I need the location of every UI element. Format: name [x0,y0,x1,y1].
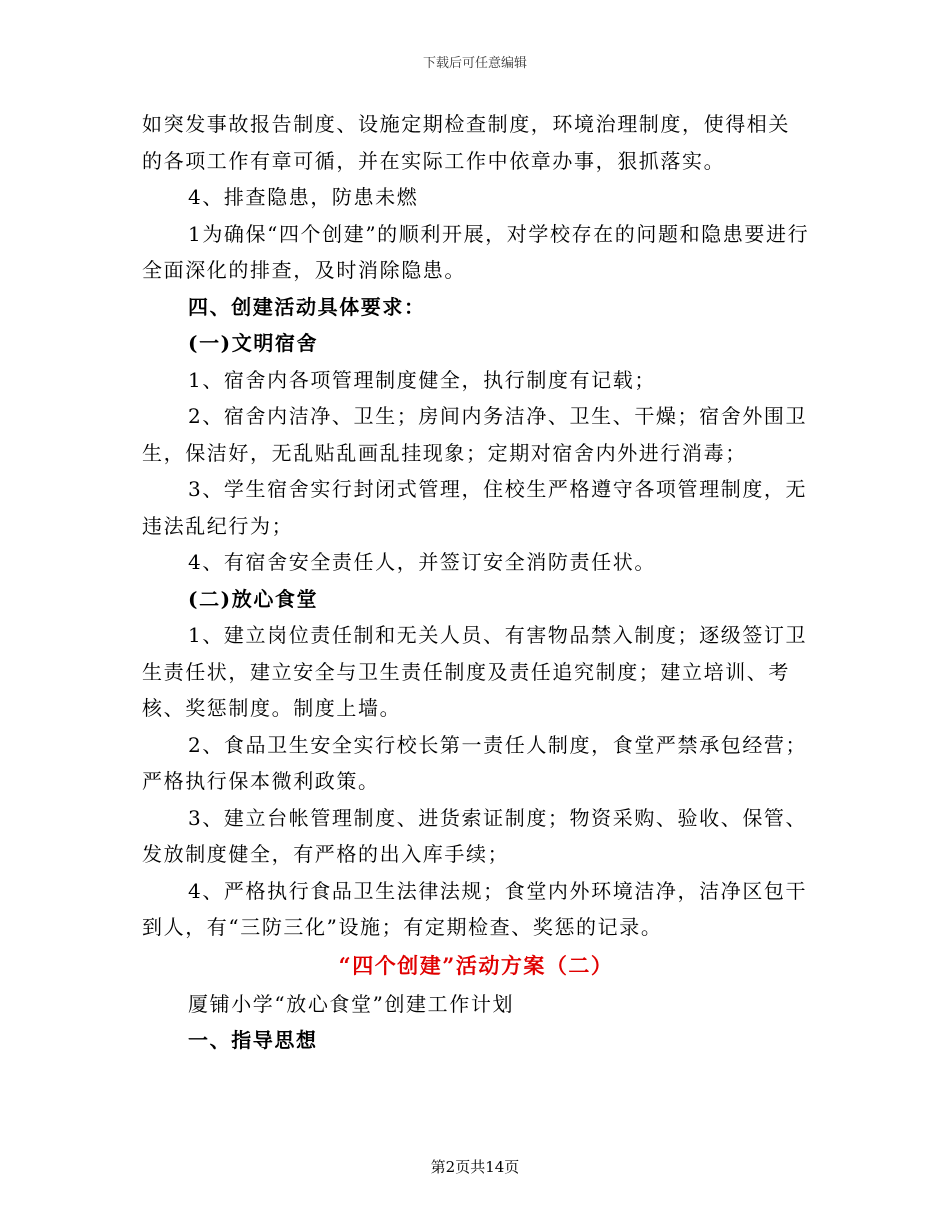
page-header: 下载后可任意编辑 [422,56,527,71]
paragraph: 2、食品卫生安全实行校长第一责任人制度，食堂严禁承包经营；严格执行保本微利政策。 [142,732,808,793]
paragraph: 3、建立台帐管理制度、进货索证制度；物资采购、验收、保管、发放制度健全，有严格的出入库手续； [142,805,808,866]
paragraph: 如突发事故报告制度、设施定期检查制度，环境治理制度，使得相关的各项工作有章可循，并在实际工作中依章办事，狠抓落实。 [142,112,790,173]
paragraph: 3、学生宿舍实行封闭式管理，住校生严格遵守各项管理制度，无违法乱纪行为； [142,477,808,538]
paragraph: 4、有宿舍安全责任人，并签订安全消防责任状。 [188,550,656,574]
paragraph: 1、建立岗位责任制和无关人员、有害物品禁入制度；逐级签订卫生责任状，建立安全与卫生责任制度及责任追究制度；建立培训、考核、奖惩制度。制度上墙。 [142,623,808,720]
section-heading: 一、指导思想 [188,1028,318,1052]
after-title-list [142,986,810,1059]
section-heading: (一)文明宿舍 [188,331,319,355]
document-body [142,106,810,1059]
section-heading: 四、创建活动具体要求： [188,294,426,319]
paragraph: 4、严格执行食品卫生法律法规；食堂内外环境洁净，洁净区包干到人，有“三防三化”设施；有定期检查、奖惩的记录。 [142,878,808,939]
paragraph: 厦铺小学“放心食堂”创建工作计划 [188,991,515,1016]
paragraph-list [142,106,810,946]
paragraph: 2、宿舍内洁净、卫生；房间内务洁净、卫生、干燥；宿舍外围卫生，保洁好，无乱贴乱画乱挂现象；定期对宿舍内外进行消毒； [142,404,808,465]
page-footer: 第2页共14页 [430,1158,520,1176]
paragraph: 4、排查隐患，防患未燃 [188,185,419,209]
section-heading: (二)放心食堂 [188,586,319,611]
paragraph: 1、宿舍内各项管理制度健全，执行制度有记载； [188,367,656,392]
paragraph: 1为确保“四个创建”的顺利开展，对学校存在的问题和隐患要进行全面深化的排查，及时消除隐患。 [142,221,810,282]
section-title: “四个创建”活动方案（二） [338,952,614,978]
